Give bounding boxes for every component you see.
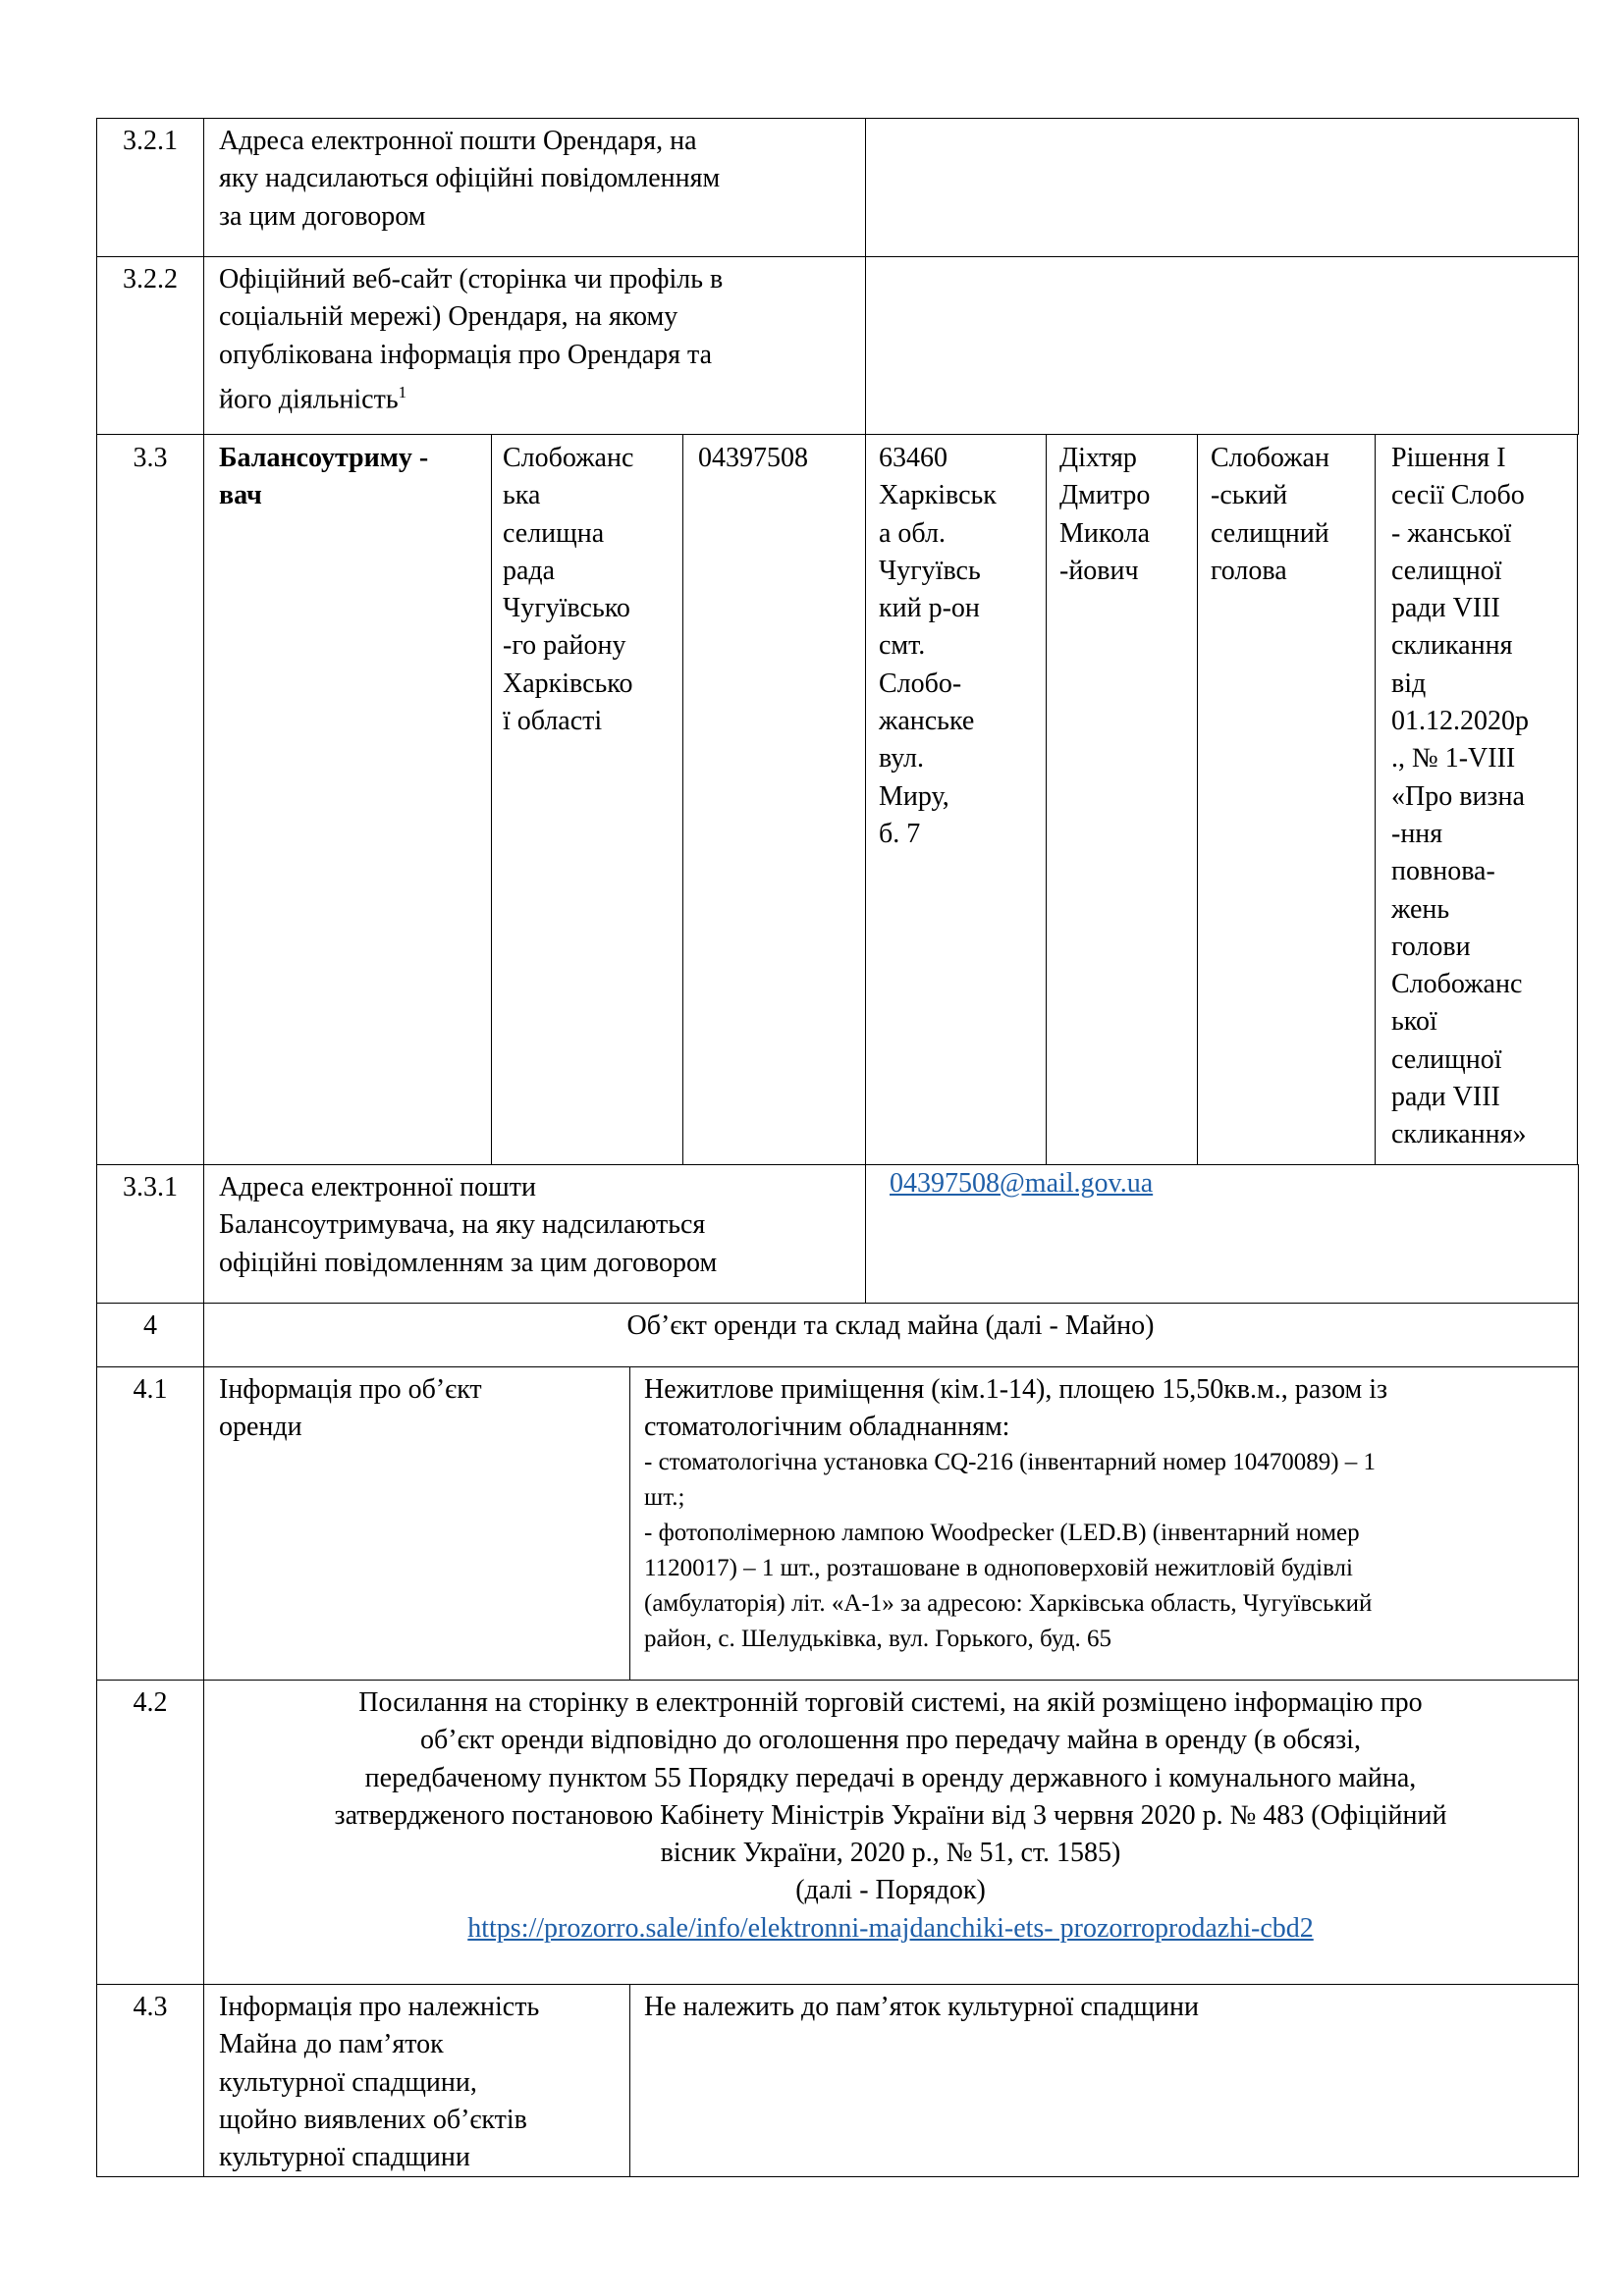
divider bbox=[629, 1984, 630, 2177]
divider bbox=[96, 434, 97, 1165]
row-number: 4.2 bbox=[133, 1687, 168, 1718]
representative-position: Слобожан -ський селищний голова bbox=[1211, 443, 1329, 586]
divider bbox=[1197, 434, 1198, 1165]
row-label: Адреса електронної пошти Орендаря, на яку надсилаються офіційні повідомленням за цим договором bbox=[219, 126, 721, 232]
divider bbox=[865, 434, 866, 1165]
row-label: Адреса електронної пошти Балансоутримувача, на яку надсилаються офіційні повідомленням за цим договором bbox=[219, 1172, 718, 1278]
row-number: 4.3 bbox=[133, 1992, 168, 2022]
divider bbox=[629, 1366, 630, 1681]
divider bbox=[203, 1984, 204, 2177]
balance-holder-code: 04397508 bbox=[698, 443, 808, 473]
row-number: 3.3.1 bbox=[123, 1172, 178, 1202]
row-number: 4 bbox=[143, 1310, 157, 1341]
row-label-text: Офіційний веб-сайт (сторінка чи профіль в соціальній мережі) Орендаря, на якому опублікована інформація про Орендаря та його діяльність bbox=[219, 264, 724, 415]
divider bbox=[203, 1164, 204, 1304]
divider bbox=[203, 434, 204, 1165]
divider bbox=[203, 256, 204, 435]
divider bbox=[1046, 434, 1047, 1165]
row-number: 3.3 bbox=[133, 443, 168, 473]
object-description: Нежитлове приміщення (кім.1-14), площею 15,50кв.м., разом із стоматологічним обладнанням: bbox=[644, 1374, 1388, 1443]
representative-name: Діхтяр Дмитро Микола -йович bbox=[1059, 443, 1151, 586]
divider bbox=[1375, 434, 1578, 435]
email-link[interactable]: 04397508@mail.gov.ua bbox=[890, 1168, 1154, 1199]
balance-holder-address: 63460 Харківськ а обл. Чугуївсь кий р-он смт. Слобо- жанське вул. Миру, б. 7 bbox=[879, 443, 997, 849]
row-number: 4.1 bbox=[133, 1374, 168, 1405]
footnote-marker: 1 bbox=[398, 382, 407, 401]
divider bbox=[491, 434, 492, 1165]
divider bbox=[865, 256, 866, 435]
row-label bbox=[219, 261, 862, 419]
equipment-list: - стоматологічна установка CQ-216 (інвентарний номер 10470089) – 1 шт.; - фотополімерною лампою Woodpecker (LED.B) (інвентарний номер 1120017) – 1 шт., розташоване в одноповерховій нежитловій будівлі (амбулаторія) літ. «А-1» за адресою: Харківська область, Чугуївський район, с. Шелудьківка, вул. Горького, буд. 65 bbox=[644, 1449, 1377, 1652]
divider bbox=[203, 1366, 204, 1681]
link-cell bbox=[203, 1910, 1578, 1948]
section-title: Об’єкт оренди та склад майна (далі - Майно) bbox=[626, 1310, 1155, 1341]
prozorro-link[interactable]: https://prozorro.sale/info/elektronni-majdanchiki-ets- prozorroprodazhi-cbd2 bbox=[467, 1913, 1314, 1944]
divider bbox=[203, 118, 204, 257]
row-label: Балансоутриму - вач bbox=[219, 443, 429, 511]
link-description: Посилання на сторінку в електронній торговій системі, на якій розміщено інформацію про об’єкт оренди відповідно до оголошення про передачу майна в оренду (в обсязі, передбаченому пунктом 55 Порядку передачі в оренду державного і комунального майна, затвердженого постановою Кабінету Міністрів України від 3 червня 2020 р. № 483 (Офіційний вісник України, 2020 р., № 51, ст. 1585) (далі - Порядок) bbox=[334, 1687, 1447, 1906]
row-number: 3.2.2 bbox=[123, 264, 178, 294]
row-label: Інформація про об’єкт оренди bbox=[219, 1374, 482, 1443]
row-value: Не належить до пам’яток культурної спадщини bbox=[644, 1992, 1199, 2022]
divider bbox=[865, 118, 866, 257]
divider bbox=[1375, 434, 1376, 1165]
row-number: 3.2.1 bbox=[123, 126, 178, 156]
email-cell bbox=[890, 1165, 1567, 1202]
row-label: Інформація про належність Майна до пам’яток культурної спадщини, щойно виявлених об’єктів культурної спадщини bbox=[219, 1992, 540, 2173]
divider bbox=[1577, 434, 1578, 1165]
divider bbox=[865, 1164, 866, 1304]
balance-holder-name: Слобожанс ька селищна рада Чугуївсько -го району Харківсько ї області bbox=[503, 443, 634, 737]
authority-basis: Рішення I сесії Слобо - жанської селищної ради VIII скликання від 01.12.2020р ., № 1-VIII «Про визна -ння повнова- жень голови Слобожанс ької селищної ради VIII скликання» bbox=[1391, 443, 1529, 1150]
